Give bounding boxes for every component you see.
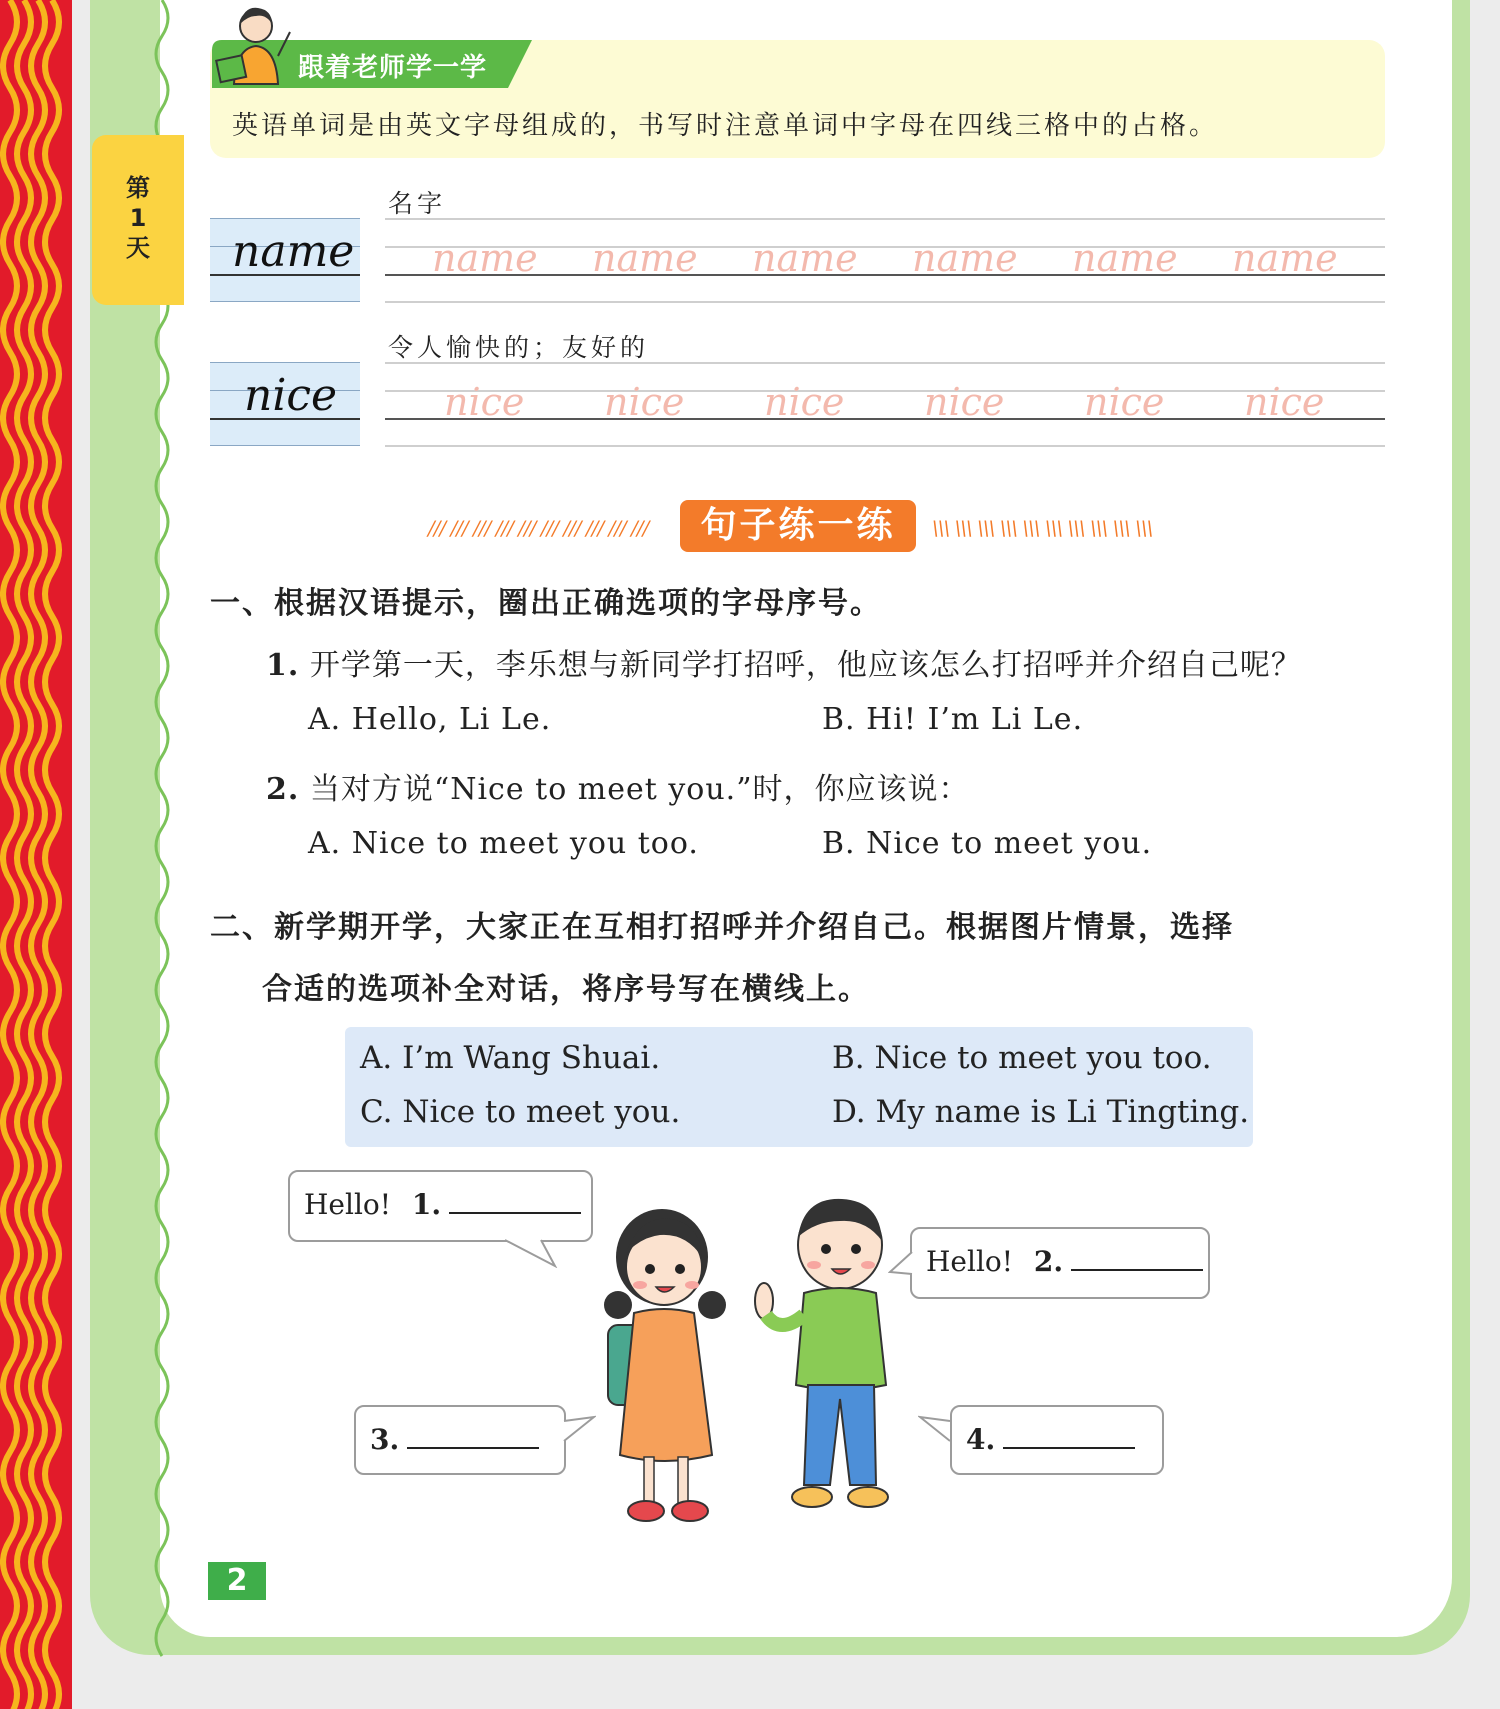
bubble-2-text: Hello!: [926, 1245, 1014, 1278]
writing-lines-nice: [385, 362, 1385, 452]
answer-blank-3[interactable]: [407, 1429, 539, 1449]
answer-blank-4[interactable]: [1003, 1429, 1135, 1449]
bubble-2-number: 2.: [1033, 1245, 1064, 1278]
decor-left: /// /// /// /// /// /// /// /// /// ///: [428, 516, 649, 540]
trace-word: nice: [1244, 380, 1325, 424]
word-name: name: [232, 226, 355, 277]
question-2: [266, 764, 970, 808]
day-tab: [92, 135, 184, 305]
question-2-option-b[interactable]: B. Nice to meet you.: [822, 826, 1153, 861]
trace-word: name: [1232, 236, 1338, 280]
trace-word: nice: [1084, 380, 1165, 424]
speech-bubble-1: [288, 1170, 593, 1242]
trace-word: name: [592, 236, 698, 280]
day-tab-prefix: 第: [126, 174, 150, 202]
trace-word: nice: [604, 380, 685, 424]
bubble-3-number: 3.: [370, 1423, 400, 1456]
trace-word: nice: [764, 380, 845, 424]
speech-bubble-3: [354, 1405, 566, 1475]
option-a: A. I’m Wang Shuai.: [360, 1040, 661, 1076]
speech-bubble-4: [950, 1405, 1164, 1475]
word-nice: nice: [244, 370, 338, 421]
part2-heading-line1: 二、新学期开学，大家正在互相打招呼并介绍自己。根据图片情景，选择: [210, 910, 1234, 945]
trace-word: nice: [924, 380, 1005, 424]
part1-heading: 一、根据汉语提示，圈出正确选项的字母序号。: [210, 586, 882, 621]
day-tab-number: 1: [129, 204, 147, 232]
tip-label: 跟着老师学一学: [298, 53, 488, 83]
ribbon-waves: [0, 0, 72, 1709]
question-1-option-b[interactable]: B. Hi! I’m Li Le.: [822, 702, 1084, 737]
decor-right: \\\ \\\ \\\ \\\ \\\ \\\ \\\ \\\ \\\ \\\: [932, 516, 1153, 540]
question-1-number: 1.: [266, 648, 300, 683]
trace-word: name: [1072, 236, 1178, 280]
option-b: B. Nice to meet you too.: [832, 1040, 1212, 1076]
trace-word: nice: [444, 380, 525, 424]
word-meaning-name: 名字: [388, 189, 447, 218]
word-meaning-nice: 令人愉快的；友好的: [388, 333, 650, 362]
trace-word: name: [912, 236, 1018, 280]
trace-word: name: [752, 236, 858, 280]
question-2-text: 当对方说“Nice to meet you.”时，你应该说：: [309, 772, 970, 807]
answer-blank-2[interactable]: [1071, 1251, 1203, 1271]
bubble-1-text: Hello!: [304, 1188, 392, 1221]
bubble-4-number: 4.: [966, 1423, 996, 1456]
part2-heading-line2: 合适的选项补全对话，将序号写在横线上。: [262, 972, 870, 1007]
girl-illustration: [590, 1195, 740, 1535]
page-number: 2: [208, 1562, 266, 1600]
question-2-number: 2.: [266, 772, 300, 807]
bubble-1-tail: [505, 1238, 565, 1268]
tip-text: 英语单词是由英文字母组成的，书写时注意单词中字母在四线三格中的占格。: [232, 111, 1219, 141]
teacher-icon: [208, 2, 298, 92]
bubble-4-tail: [918, 1415, 952, 1445]
decorative-ribbon: [0, 0, 72, 1709]
question-1-text: 开学第一天，李乐想与新同学打招呼，他应该怎么打招呼并介绍自己呢？: [309, 648, 1302, 683]
option-c: C. Nice to meet you.: [360, 1094, 681, 1130]
question-1-option-a[interactable]: A. Hello, Li Le.: [308, 702, 552, 737]
answer-blank-1[interactable]: [449, 1194, 581, 1214]
speech-bubble-2: [910, 1227, 1210, 1299]
option-d: D. My name is Li Tingting.: [832, 1094, 1250, 1130]
question-2-option-a[interactable]: A. Nice to meet you too.: [308, 826, 699, 861]
bubble-1-number: 1.: [411, 1188, 442, 1221]
question-1: [266, 640, 1302, 684]
boy-illustration: [750, 1185, 910, 1535]
day-tab-suffix: 天: [126, 234, 150, 262]
trace-word: name: [432, 236, 538, 280]
section-title: 句子练一练: [680, 500, 916, 552]
